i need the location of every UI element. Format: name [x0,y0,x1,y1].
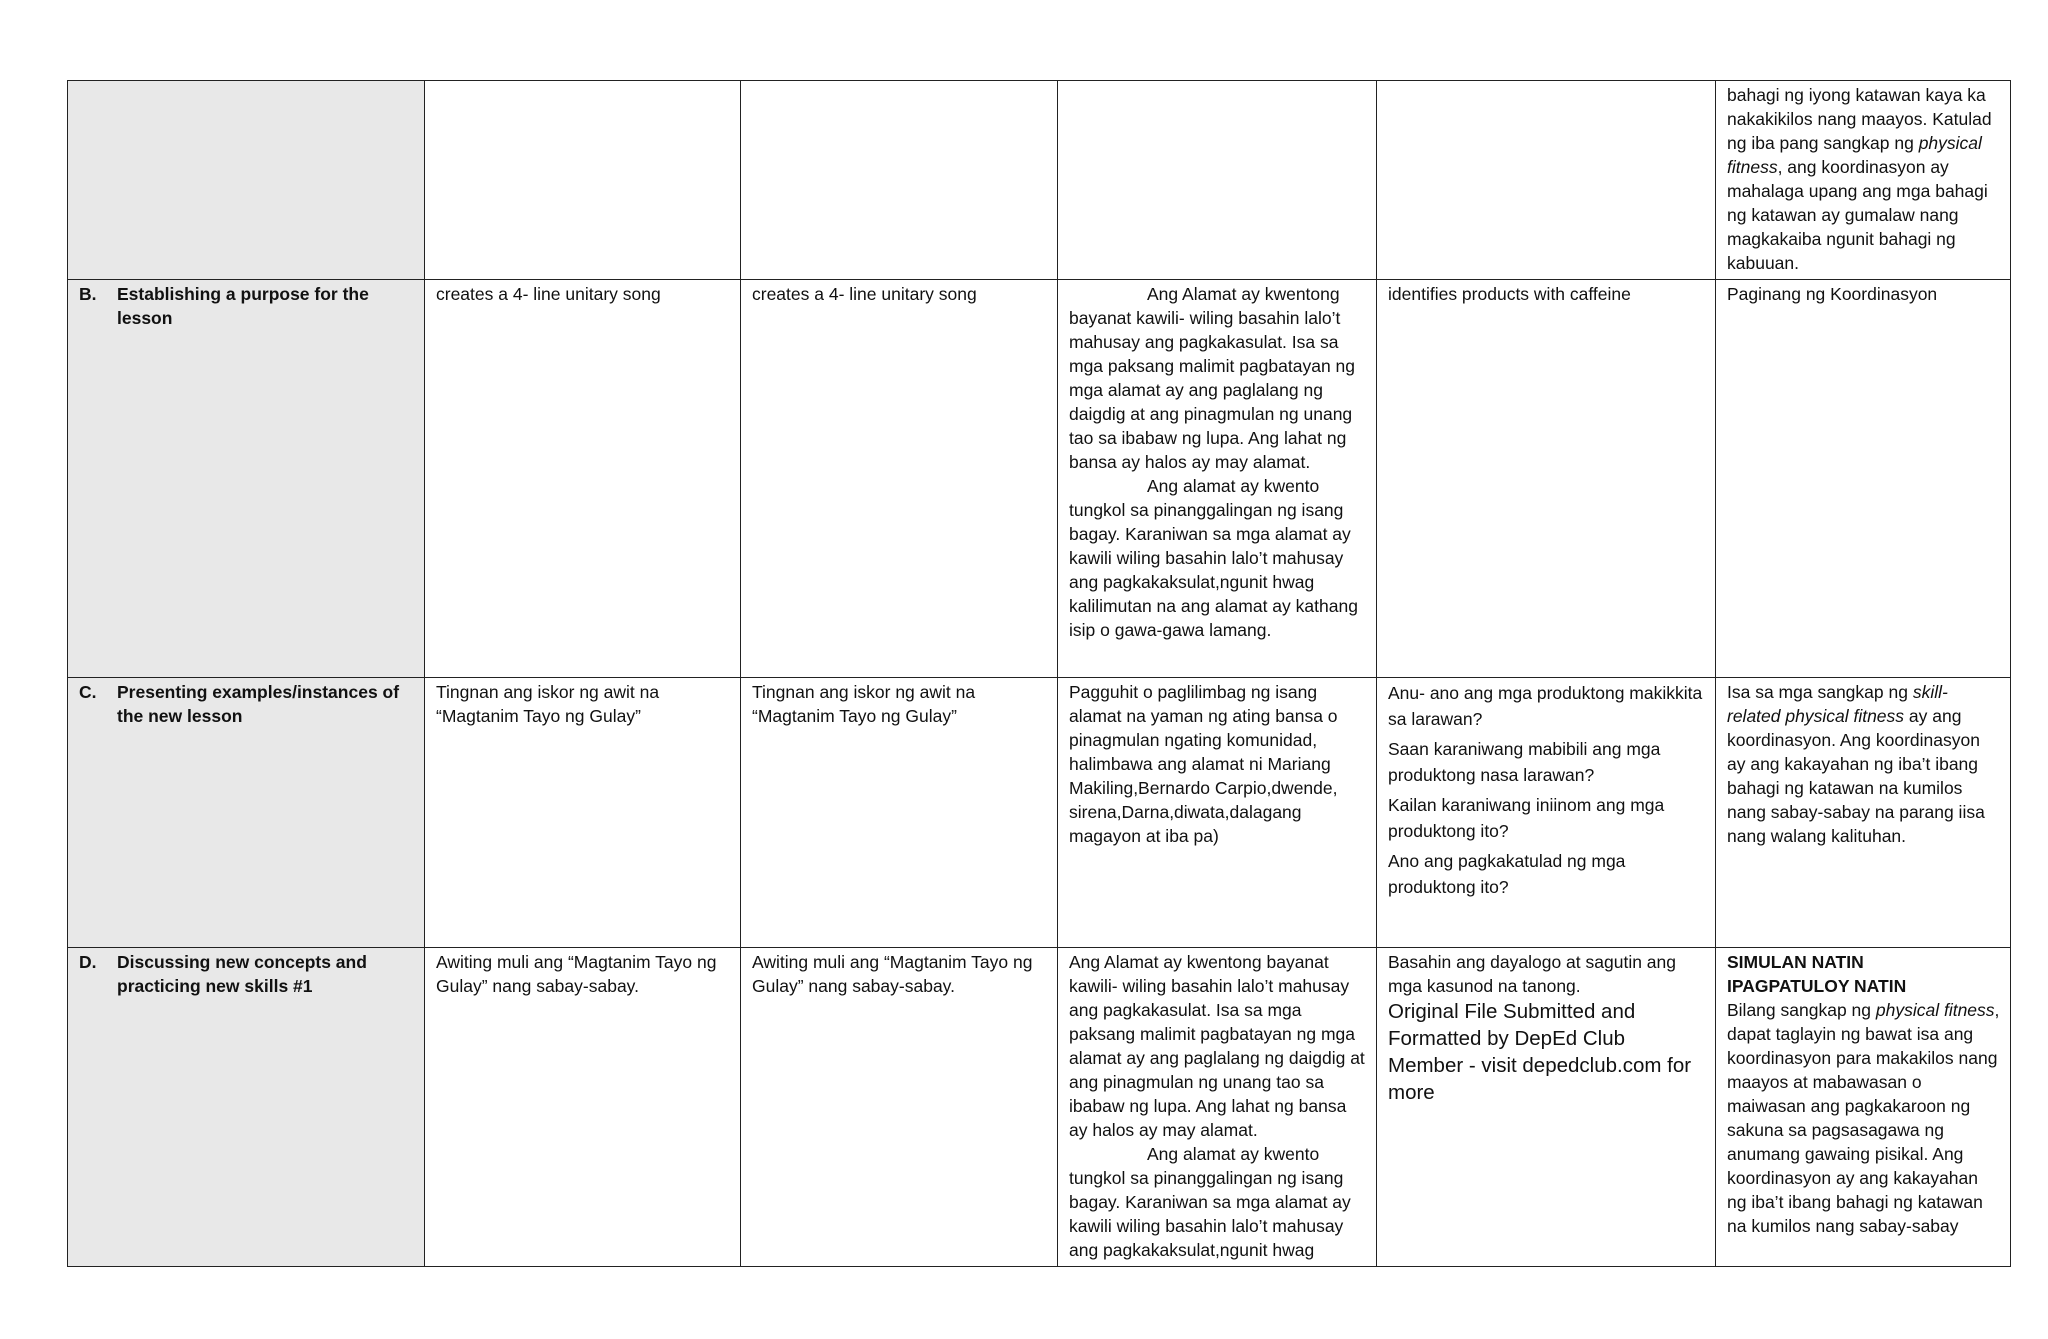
table-cell: creates a 4- line unitary song [425,280,741,678]
cell-text: Bilang sangkap ng [1727,1000,1876,1020]
cell-paragraph: Ang alamat ay kwento tungkol sa pinanggalingan ng isang bagay. Karaniwan sa mga alamat ay kawili wiling basahin lalo’t mahusay ang pagkakaksulat,ngunit hwag [1069,1144,1351,1260]
table-cell [1058,280,1377,678]
table-row [68,81,2011,280]
table-cell: Paginang ng Koordinasyon [1716,280,2011,678]
question-item: Saan karaniwang mabibili ang mga produktong nasa larawan? [1388,739,1661,785]
row-label-cell [68,678,425,948]
cell-text: Isa sa mga sangkap ng [1727,682,1913,702]
table-cell: Awiting muli ang “Magtanim Tayo ng Gulay” nang sabay-sabay. [425,948,741,1267]
row-label: Discussing new concepts and practicing new skills #1 [117,952,367,996]
table-cell [1716,678,2011,948]
table-row [68,948,2011,1267]
cell-paragraph: Ang Alamat ay kwentong bayanat kawili- wiling basahin lalo’t mahusay ang pagkakasulat. Isa sa mga paksang malimit pagbatayan ng mga alamat ay ang paglalang ng daigdig at ang pinagmulan ng unang tao sa ibabaw ng lupa. Ang lahat ng bansa ay halos ay may alamat. [1069,284,1356,472]
table-cell [1058,81,1377,280]
table-cell: identifies products with caffeine [1377,280,1716,678]
question-item: Kailan karaniwang iniinom ang mga produktong ito? [1388,795,1665,841]
table-cell: creates a 4- line unitary song [741,280,1058,678]
table-cell [1716,948,2011,1267]
table-cell: Tingnan ang iskor ng awit na “Magtanim Tayo ng Gulay” [425,678,741,948]
table-cell [1377,678,1716,948]
row-letter: C. [79,682,97,702]
table-row [68,280,2011,678]
question-item: Ano ang pagkakatulad ng mga produktong ito? [1388,851,1626,897]
table-cell [1377,81,1716,280]
source-notice: Original File Submitted and Formatted by DepEd Club Member - visit depedclub.com for more [1388,1000,1692,1104]
cell-text: ay ang koordinasyon. Ang koordinasyon ay ang kakayahan ng iba’t ibang bahagi ng katawan na kumilos nang sabay-sabay na parang iisa nang walang kalituhan. [1727,706,1985,846]
row-letter: B. [79,284,97,304]
table-cell [1377,948,1716,1267]
table-cell [1058,948,1377,1267]
row-label-cell [68,81,425,280]
cell-text: , dapat taglayin ng bawat isa ang koordinasyon para makakilos nang maayos at mabawasan o maiwasan ang pagkakaroon ng sakuna sa pagsasagawa ng anumang gawaing pisikal. Ang koordinasyon ay ang kakayahan ng iba’t ibang bahagi ng katawan na kumilos nang sabay-sabay [1727,1000,2000,1236]
section-heading: SIMULAN NATIN [1727,952,1864,972]
cell-text: bahagi ng iyong katawan kaya ka nakakikilos nang maayos. Katulad ng iba pang sangkap ng [1727,85,1992,153]
table-cell [1716,81,2011,280]
table-cell: Tingnan ang iskor ng awit na “Magtanim Tayo ng Gulay” [741,678,1058,948]
table-cell: Awiting muli ang “Magtanim Tayo ng Gulay” nang sabay-sabay. [741,948,1058,1267]
row-label-cell [68,948,425,1267]
lesson-plan-page [67,80,2010,1267]
cell-text-italic: physical fitness [1875,1000,1995,1020]
row-label-cell [68,280,425,678]
cell-text-italic: skill-related physical fitness [1727,682,1948,726]
table-row [68,678,2011,948]
row-letter: D. [79,952,97,972]
daily-lesson-log-table [67,80,2011,1267]
table-cell [425,81,741,280]
cell-text: , ang koordinasyon ay mahalaga upang ang mga bahagi ng katawan ay gumalaw nang magkakaiba ngunit bahagi ng kabuuan. [1727,157,1988,273]
section-heading: IPAGPATULOY NATIN [1727,976,1907,996]
cell-paragraph: Basahin ang dayalogo at sagutin ang mga kasunod na tanong. [1388,952,1677,996]
cell-paragraph: Ang alamat ay kwento tungkol sa pinanggalingan ng isang bagay. Karaniwan sa mga alamat ay kawili wiling basahin lalo’t mahusay ang pagkakaksulat,ngunit hwag kalilimutan na ang alamat ay kathang isip o gawa-gawa lamang. [1069,476,1358,640]
cell-text-italic: physical fitness [1727,133,1982,177]
table-cell: Pagguhit o paglilimbag ng isang alamat na yaman ng ating bansa o pinagmulan ngating komunidad, halimbawa ang alamat ni Mariang Makiling,Bernardo Carpio,dwende, sirena,Darna,diwata,dalagang magayon at iba pa) [1058,678,1377,948]
row-label: Presenting examples/instances of the new lesson [117,682,400,726]
table-cell [741,81,1058,280]
cell-paragraph: Ang Alamat ay kwentong bayanat kawili- wiling basahin lalo’t mahusay ang pagkakasulat. Isa sa mga paksang malimit pagbatayan ng mga alamat ay ang paglalang ng daigdig at ang pinagmulan ng unang tao sa ibabaw ng lupa. Ang lahat ng bansa ay halos ay may alamat. [1069,952,1365,1140]
question-item: Anu- ano ang mga produktong makikkita sa larawan? [1388,683,1703,729]
row-label: Establishing a purpose for the lesson [117,284,369,328]
